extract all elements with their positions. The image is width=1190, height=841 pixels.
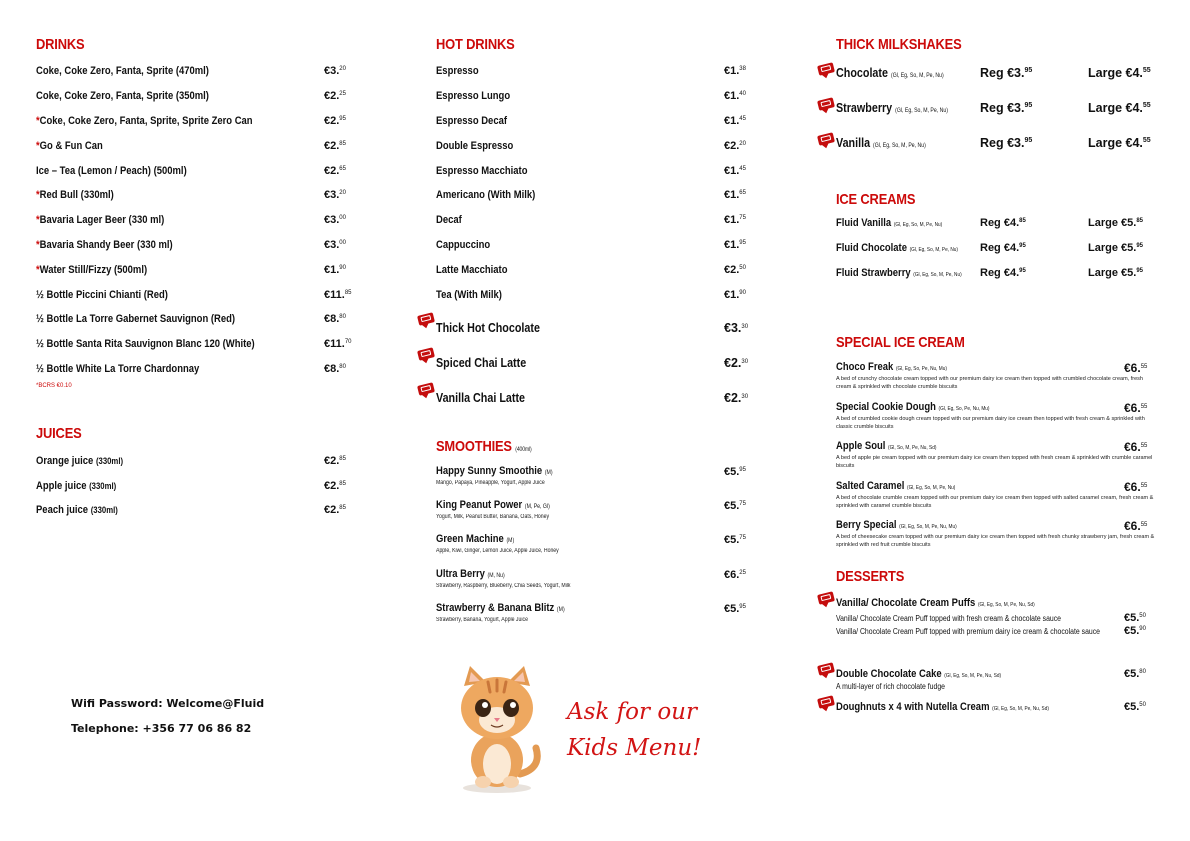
new-hot-drink-item: Thick Hot Chocolate €3.30 [436,311,756,346]
desserts-list [836,597,1156,713]
smoothie-item: Ultra Berry (M, Nu) Strawberry, Raspberry, Blueberry, Chia Seeds, Yogurt, Milk €6.25 [436,567,746,589]
hot-drink-item: Espresso €1.38 [436,65,746,78]
juices-list [36,448,366,522]
new-badge-icon [817,696,835,710]
drink-item: ½ Bottle La Torre Gabernet Sauvignon (Red) €8.80 [36,313,346,326]
special-item: Choco Freak (Gl, Eg, So, Pe, Nu, Mu) A bed of crunchy chocolate cream topped with our premium dairy ice cream then topped with crumbled chocolate cream, fresh cream & sprinkled with chocolate crumble biscuits €6.55 [836,361,1148,391]
drink-price: €1.90 [324,263,346,276]
right-column [836,36,1156,713]
drink-item: Coke, Coke Zero, Fanta, Sprite (470ml) €3.20 [36,65,346,78]
hot-drink-item: Latte Macchiato €2.50 [436,263,746,276]
drink-item: Ice – Tea (Lemon / Peach) (500ml) €2.65 [36,164,346,177]
smoothies-title: SMOOTHIES (400ml) [436,437,532,455]
puff-option: Vanilla/ Chocolate Cream Puff topped with fresh cream & chocolate sauce €5.50 [836,612,1146,625]
juice-item: Apple juice (330ml) €2.85 [36,479,346,492]
juice-item: Peach juice (330ml) €2.85 [36,504,346,517]
drink-price: €3.20 [324,65,346,78]
hot-drink-item: Decaf €1.75 [436,214,746,227]
milkshake-item: Chocolate (Gl, Eg, So, M, Pe, Nu) Reg €3.95 Large €4.55 [836,62,1156,97]
hot-drink-item: Americano (With Milk) €1.65 [436,189,746,202]
drink-item: *Red Bull (330ml) €3.20 [36,189,346,202]
hot-drink-item: Tea (With Milk) €1.90 [436,288,746,301]
drink-price: €11.70 [324,338,352,351]
kitten-illustration [450,664,545,794]
drink-item: ½ Bottle Santa Rita Sauvignon Blanc 120 (White) €11.70 [36,338,352,351]
drink-price: €3.20 [324,189,346,202]
drink-item: ½ Bottle Piccini Chianti (Red) €11.85 [36,288,352,301]
drink-item: *Water Still/Fizzy (500ml) €1.90 [36,263,346,276]
smoothie-item: Happy Sunny Smoothie (M) Mango, Papaya, Pineapple, Yogurt, Apple Juice €5.95 [436,464,746,486]
drink-item: ½ Bottle White La Torre Chardonnay €8.80 [36,362,346,375]
drink-price: €2.25 [324,90,346,103]
special-ice-cream-title: SPECIAL ICE CREAM [836,334,965,352]
drink-item: *Coke, Coke Zero, Fanta, Sprite, Sprite Zero Can €2.95 [36,114,346,127]
hot-drink-item: Cappuccino €1.95 [436,238,746,251]
drink-price: €8.80 [324,362,346,375]
hot-drinks-list [436,59,756,307]
drinks-list [36,59,366,381]
drink-item: *Bavaria Shandy Beer (330 ml) €3.00 [36,238,346,251]
ice-cream-item: Fluid Chocolate (Gl, Eg, So, M, Pe, Nu) Reg €4.95 Large €5.95 [836,241,1143,254]
ice-cream-item: Fluid Strawberry (Gl, Eg, So, M, Pe, Nu) Reg €4.95 Large €5.95 [836,266,1143,279]
drink-price: €2.85 [324,139,346,152]
special-item: Salted Caramel (Gl, Eg, So, M, Pe, Nu) A bed of chocolate crumble cream topped with our premium dairy ice cream then topped with salted caramel cream, fresh cream & sprinkled with caramel crumble biscuits €6.55 [836,479,1154,509]
milkshake-item: Strawberry (Gl, Eg, So, M, Pe, Nu) Reg €3.95 Large €4.55 [836,97,1156,132]
drink-price: €11.85 [324,288,352,301]
special-item: Apple Soul (Gl, So, M, Pe, Nu, Sd) A bed of apple pie cream topped with our premium dairy ice cream then topped with fresh cream & sprinkled with crumble caramel biscuits €6.55 [836,440,1153,470]
special-ice-cream-list [836,361,1156,558]
special-item: Berry Special (Gl, Eg, So, M, Pe, Nu, Mu) A bed of cheesecake cream topped with our premium dairy ice cream then topped with fresh chunky strawberry jam, fresh cream & sprinkled with red fruit crumble biscuits €6.55 [836,518,1155,548]
drink-item: *Go & Fun Can €2.85 [36,139,346,152]
telephone: Telephone: +356 77 06 86 82 [71,722,252,735]
hot-drink-item: Espresso Decaf €1.45 [436,114,746,127]
smoothie-item: Strawberry & Banana Blitz (M) Strawberry, Banana, Yogurt, Apple Juice €5.95 [436,601,746,623]
drink-price: €2.65 [324,164,346,177]
hot-drink-item: Espresso Macchiato €1.45 [436,164,746,177]
double-chocolate-cake: Double Chocolate Cake (Gl, Eg, So, M, Pe, Nu, Sd) A multi-layer of rich chocolate fudge €5.80 [836,668,1156,691]
drink-price: €2.95 [324,114,346,127]
drink-item: *Bavaria Lager Beer (330 ml) €3.00 [36,214,346,227]
drink-price: €3.00 [324,214,346,227]
doughnuts: Doughnuts x 4 with Nutella Cream (Gl, Eg, So, M, Pe, Nu, Sd) €5.50 [836,701,1156,713]
new-badge-icon [817,97,835,111]
bcrs-note: *BCRS €0.10 [36,383,72,390]
ice-cream-item: Fluid Vanilla (Gl, Eg, So, M, Pe, Nu) Reg €4.85 Large €5.85 [836,217,1143,229]
new-badge-icon [817,592,835,606]
drink-price: €3.00 [324,238,346,251]
smoothies-list [436,465,756,636]
wifi-password: Wifi Password: Welcome@Fluid [71,697,265,710]
drink-item: Coke, Coke Zero, Fanta, Sprite (350ml) €2.25 [36,90,346,103]
new-badge-icon [417,347,435,361]
new-badge-icon [817,132,835,146]
new-badge-icon [417,312,435,326]
puff-option: Vanilla/ Chocolate Cream Puff topped with premium dairy ice cream & chocolate sauce €5.90 [836,625,1146,638]
ice-creams-list [836,214,1156,288]
juices-title: JUICES [36,425,82,443]
new-badge-icon [417,382,435,396]
hot-drink-item: Espresso Lungo €1.40 [436,90,746,103]
cream-puffs: Vanilla/ Chocolate Cream Puffs (Gl, Eg, So, M, Pe, Nu, Sd) Vanilla/ Chocolate Cream Puff topped with fresh cream & chocolate sauce €5.50 Vanilla/ Chocolate Cream Puff topped with premium dairy ice cream & chocolate sauce €5.90 [836,597,1156,640]
special-item: Special Cookie Dough (Gl, Eg, So, Pe, Nu, Mu) A bed of crumbled cookie dough cream topped with our premium dairy ice cream then topped with fresh cream & sprinkled with classic crumble biscuits €6.55 [836,400,1148,430]
new-hot-drink-item: Spiced Chai Latte €2.30 [436,346,756,381]
ice-creams-title: ICE CREAMS [836,191,916,208]
smoothie-item: King Peanut Power (M, Pe, Gl) Yogurt, Milk, Peanut Butter, Banana, Oats, Honey €5.75 [436,499,746,521]
new-badge-icon [817,62,835,76]
drinks-title: DRINKS [36,36,85,53]
smoothie-item: Green Machine (M) Apple, Kiwi, Ginger, Lemon Juice, Apple Juice, Honey €5.75 [436,533,746,555]
drink-price: €8.80 [324,313,346,326]
milkshake-item: Vanilla (Gl, Eg, So, M, Pe, Nu) Reg €3.95 Large €4.55 [836,132,1156,167]
new-badge-icon [817,663,835,677]
kids-menu-callout: Ask for our Kids Menu! [567,699,702,761]
hot-drink-item: Double Espresso €2.20 [436,139,746,152]
milkshakes-list [836,62,1156,167]
milkshakes-title: THICK MILKSHAKES [836,36,962,53]
left-column [36,36,366,523]
desserts-title: DESSERTS [836,568,905,586]
new-hot-drinks [436,311,756,416]
hot-drinks-title: HOT DRINKS [436,36,515,53]
middle-column [436,36,756,636]
new-hot-drink-item: Vanilla Chai Latte €2.30 [436,381,756,416]
juice-item: Orange juice (330ml) €2.85 [36,454,346,467]
